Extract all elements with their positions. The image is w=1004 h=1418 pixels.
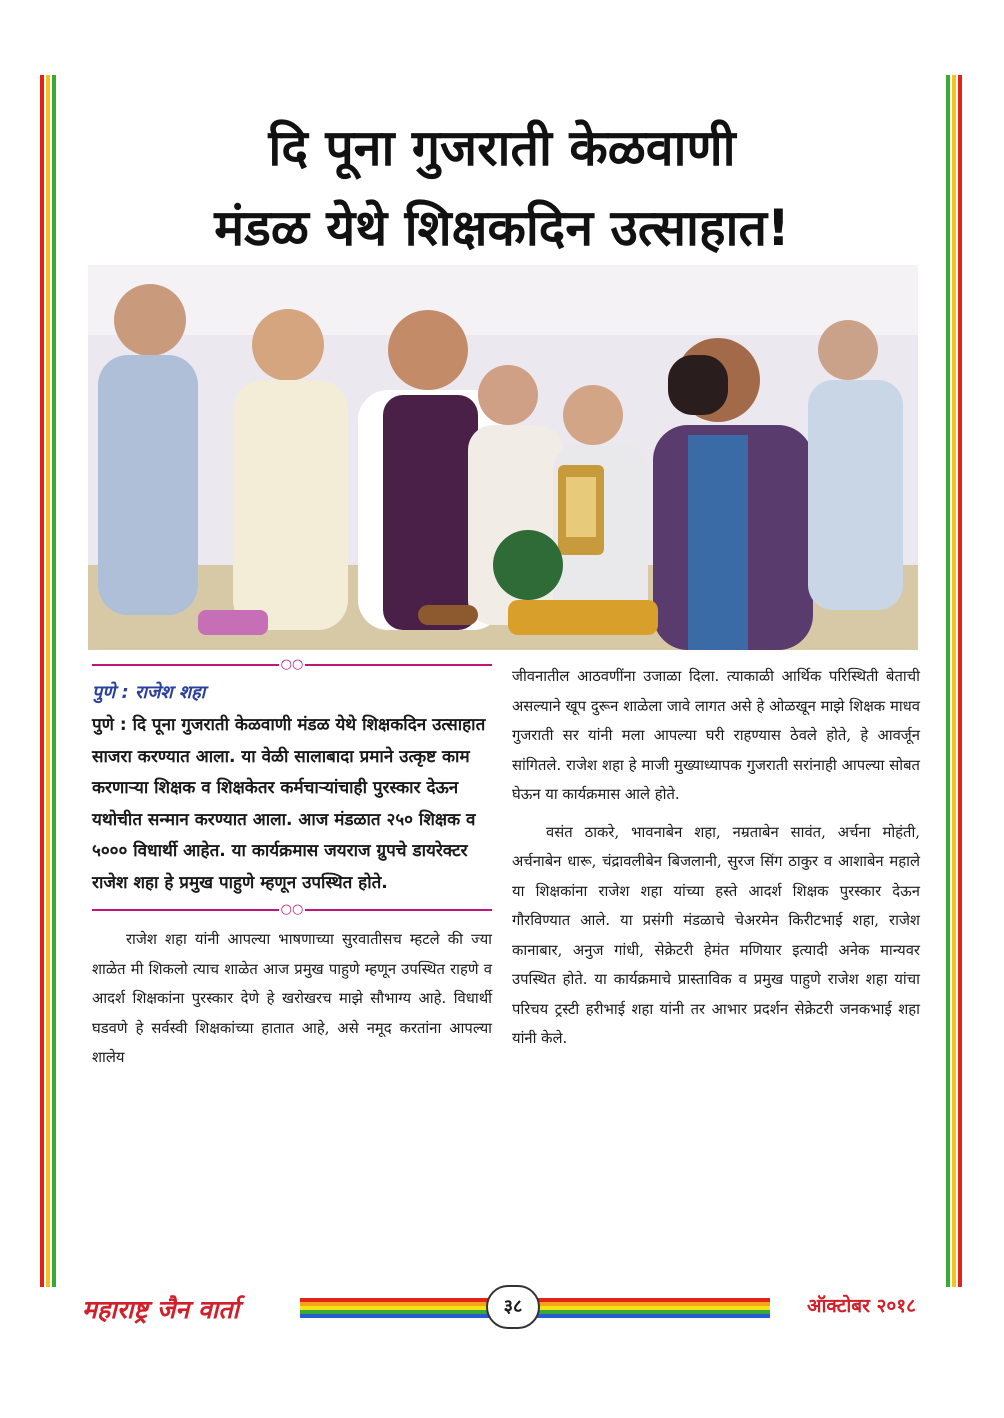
footer-date: ऑक्टोबर २०१८ bbox=[806, 1295, 916, 1317]
divider-line bbox=[305, 664, 492, 666]
divider-line bbox=[305, 909, 492, 911]
footer-masthead: महाराष्ट्र जैन वार्ता bbox=[82, 1295, 239, 1324]
left-border-stripes bbox=[40, 75, 56, 1287]
divider-ornament: ○○ bbox=[280, 902, 304, 917]
page-title bbox=[70, 108, 934, 268]
page-number: ३८ bbox=[486, 1285, 540, 1329]
headline-line-1: दि पूना गुजराती केळवाणी bbox=[268, 119, 736, 177]
award-ceremony-photo bbox=[88, 265, 918, 650]
body-paragraph-right-2: वसंत ठाकरे, भावनाबेन शहा, नम्रताबेन सावंत, अर्चना मोहंती, अर्चनाबेन धारू, चंद्रावलीबेन बिजलानी, सुरज सिंग ठाकुर व आशाबेन महाले या शिक्षकांना राजेश शहा यांच्या हस्ते आदर्श शिक्षक पुरस्कार देऊन गौरविण्यात आले. या प्रसंगी मंडळाचे चेअरमेन किरीटभाई शहा, राजेश कानाबार, अनुज गांधी, सेक्रेटरी हेमंत मणियार इत्यादी अनेक मान्यवर उपस्थित होते. या कार्यक्रमाचे प्रास्ताविक व प्रमुख पाहुणे राजेश शहा यांचा परिचय ट्रस्टी हरीभाई शहा यांनी तर आभार प्रदर्शन सेक्रेटरी जनकभाई शहा यांनी केले. bbox=[512, 823, 920, 1047]
right-border-stripes bbox=[946, 75, 962, 1287]
divider-ornament: ○○ bbox=[280, 657, 304, 672]
body-paragraph-left: राजेश शहा यांनी आपल्या भाषणाच्या सुरवातीसच म्हटले की ज्या शाळेत मी शिकलो त्याच शाळेत आज प्रमुख पाहुणे म्हणून उपस्थित राहणे व आदर्श शिक्षकांना पुरस्कार देणे हे खरोखरच माझे सौभाग्य आहे. विधार्थी घडवणे हे सर्वस्वी शिक्षकांच्या हातात आहे, असे नमूद करतांना आपल्या शालेय bbox=[92, 931, 492, 1066]
article-right-column bbox=[512, 662, 920, 1054]
middle-divider bbox=[92, 903, 492, 917]
body-paragraph-right-1: जीवनातील आठवणींना उजाळा दिला. त्याकाळी आर्थिक परिस्थिती बेताची असल्याने खूप दुरून शाळेला जावे लागत असे हे ओळखून माझे शिक्षक माधव गुजराती सर यांनी मला आपल्या घरी राहण्यास ठेवले होते, हे आवर्जून सांगितले. राजेश शहा हे माजी मुख्याध्यापक गुजराती सरांनाही आपल्या सोबत घेऊन या कार्यक्रमास आले होते. bbox=[512, 668, 920, 803]
headline-line-2: मंडळ येथे शिक्षकदिन उत्साहात! bbox=[214, 199, 790, 257]
byline: पुणे : राजेश शहा bbox=[92, 682, 206, 703]
photo-illustration bbox=[88, 265, 918, 650]
article-left-column bbox=[92, 658, 492, 1073]
divider-line bbox=[92, 909, 279, 911]
lead-paragraph: पुणे : दि पूना गुजराती केळवाणी मंडळ येथे शिक्षकदिन उत्साहात साजरा करण्यात आला. या वेळी सालाबादा प्रमाने उत्कृष्ट काम करणाऱ्या शिक्षक व शिक्षकेतर कर्मचाऱ्यांचाही पुरस्कार देऊन यथोचीत सन्मान करण्यात आला. आज मंडळात २५० शिक्षक व ५००० विधार्थी आहेत. या कार्यक्रमास जयराज ग्रुपचे डायरेक्टर राजेश शहा हे प्रमुख पाहुणे म्हणून उपस्थित होते. bbox=[92, 715, 486, 893]
top-divider bbox=[92, 658, 492, 672]
divider-line bbox=[92, 664, 279, 666]
